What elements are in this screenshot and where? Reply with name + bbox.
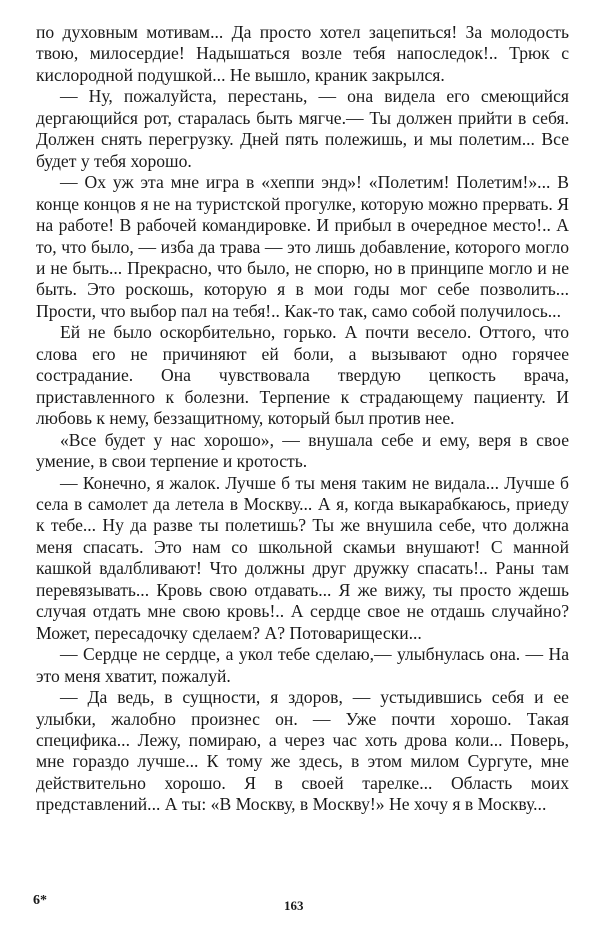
paragraph: Ей не было оскорбительно, горько. А почти весело. Оттого, что слова его не причиняют ей боли, а вызывают одно горячее сострадание. Она чувствовала твердую цепкость врача, приставленного к болезни. Терпение к страдающему пациенту. И любовь к нему, беззащитному, который был против нее. [36, 322, 569, 429]
paragraph: — Да ведь, в сущности, я здоров, — устыдившись себя и ее улыбки, жалобно произнес он. — Уже почти хорошо. Такая специфика... Лежу, помираю, а через час хоть дрова коли... Поверь, мне гораздо лучше... К тому же здесь, в этом милом Сургуте, мне действительно хорошо. Я в своей тарелке... Область моих представлений... А ты: «В Москву, в Москву!» Не хочу я в Москву... [36, 687, 569, 815]
body-text [36, 22, 569, 816]
paragraph: «Все будет у нас хорошо», — внушала себе и ему, веря в свое умение, в свои терпение и кротость. [36, 429, 569, 472]
paragraph: — Конечно, я жалок. Лучше б ты меня таким не видала... Лучше б села в самолет да летела в Москву... А я, когда выкарабкаюсь, приеду к тебе... Ну да разве ты полетишь? Ты же внушила себе, что должна меня спасать. Это нам со школьной скамьи внушают! С манной кашкой вдалбливают! Что должны друг дружку спасать!.. Раны там перевязывать... Кровь свою отдавать... Я же вижу, ты просто ждешь случая отдать мне свою кровь!.. А сердце свое не отдашь случайно? Может, пересадочку сделаем? А? Потоварищески... [36, 472, 569, 643]
paragraph-continuation: по духовным мотивам... Да просто хотел зацепиться! За молодость твою, милосердие! Надышаться возле тебя напоследок!.. Трюк с кислородной подушкой... Не вышло, краник закрылся. [36, 22, 569, 85]
paragraph: — Ох уж эта мне игра в «хеппи энд»! «Полетим! Полетим!»... В конце концов я не на туристской прогулке, которую можно прервать. Я на работе! В рабочей командировке. И прибыл в очередное место!.. А то, что было, — изба да трава — это лишь добавление, которого могло и не быть... Прекрасно, что было, не спорю, но в принципе могло и не быть. Это роскошь, которую я в мои годы мог себе позволить... Прости, что выбор пал на тебя!.. Как-то так, само собой получилось... [36, 172, 569, 321]
paragraph: — Ну, пожалуйста, перестань, — она видела его смеющийся дергающийся рот, старалась быть мягче.— Ты должен прийти в себя. Должен снять перегрузку. Дней пять полежишь, и мы полетим... Все будет у тебя хорошо. [36, 86, 569, 171]
printer-signature-mark: 6* [33, 893, 47, 908]
page-number: 163 [284, 898, 304, 913]
paragraph: — Сердце не сердце, а укол тебе сделаю,— улыбнулась она. — На это меня хватит, пожалуй. [36, 644, 569, 686]
